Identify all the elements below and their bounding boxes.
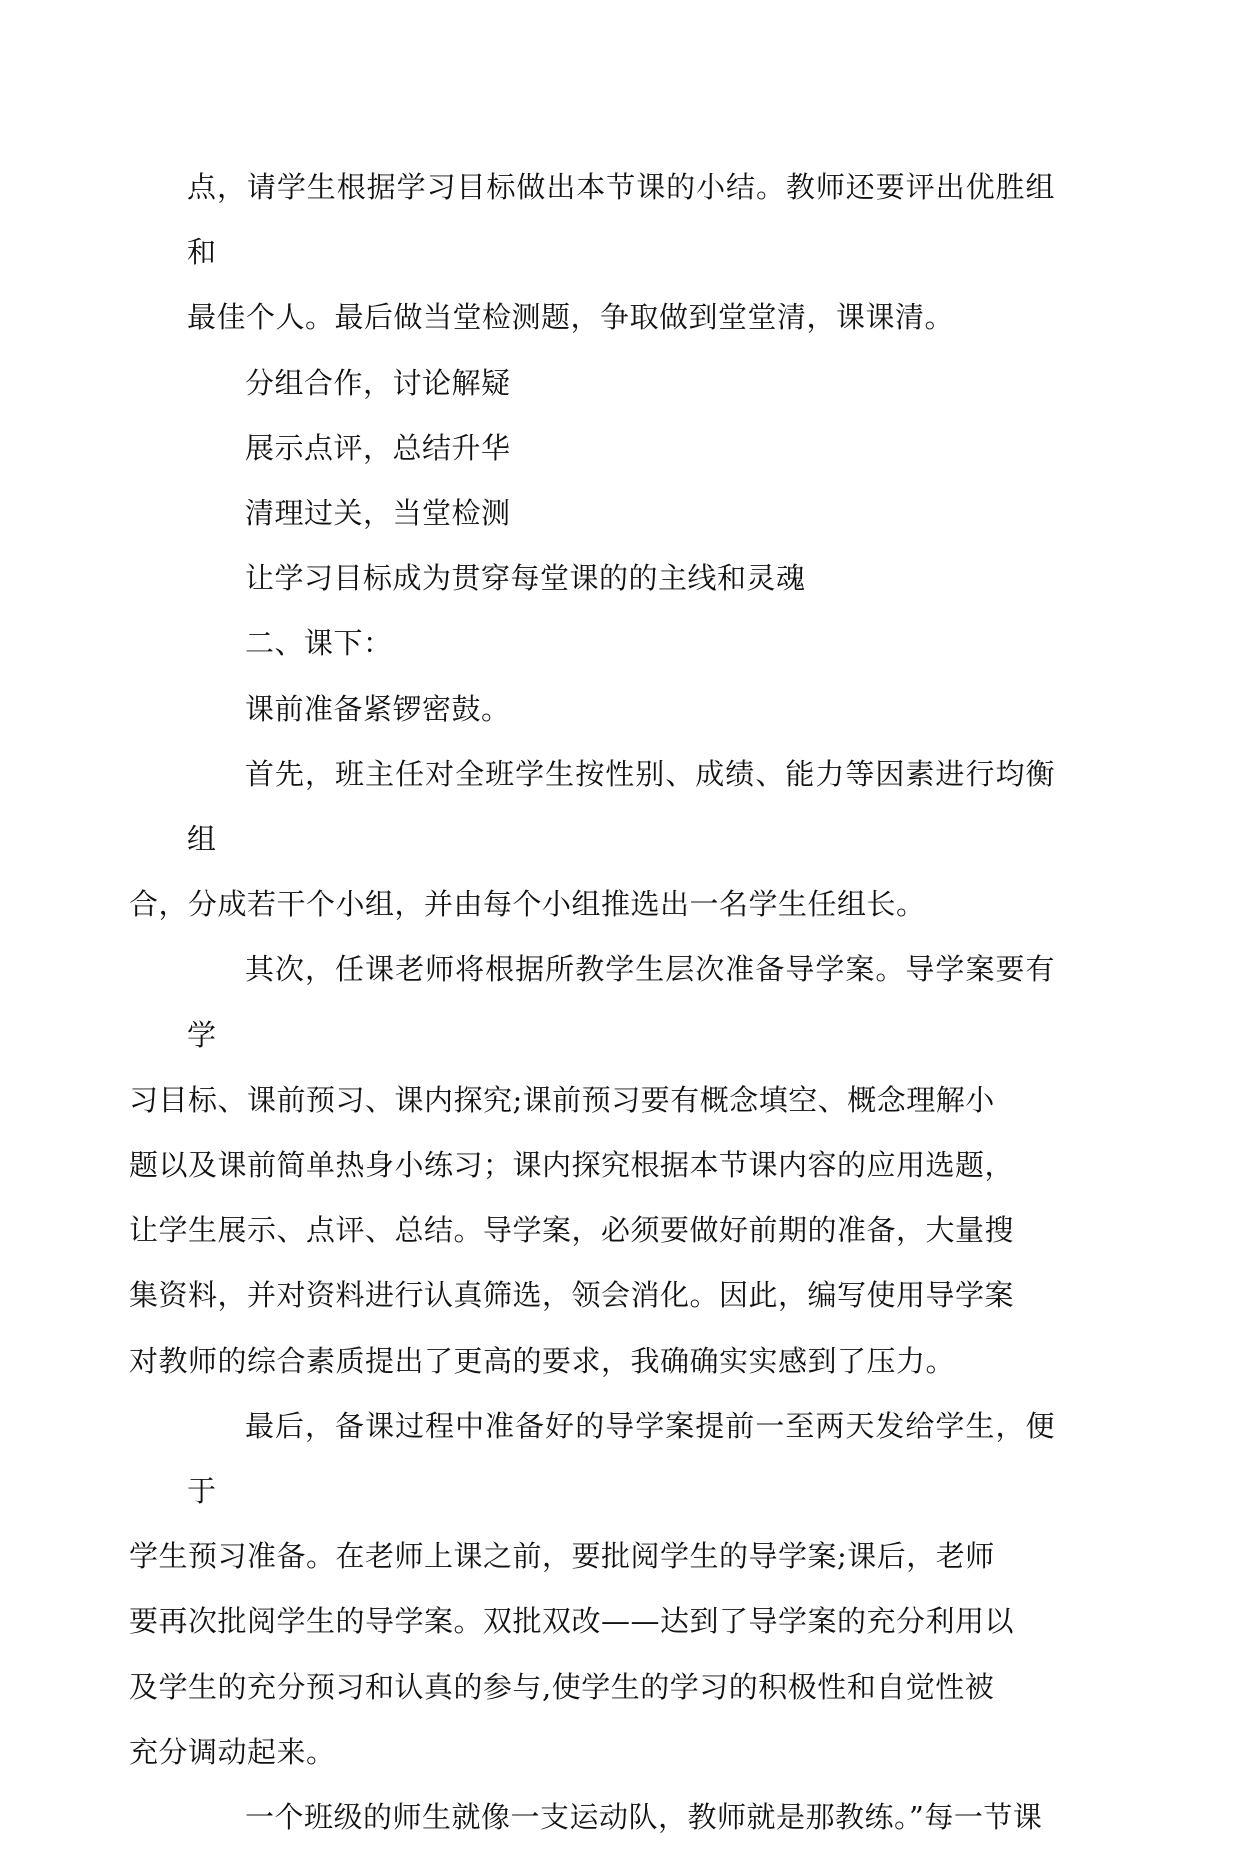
text-line: 首先，班主任对全班学生按性别、成绩、能力等因素进行均衡组	[187, 756, 1055, 857]
text-line: 课前准备紧锣密鼓。	[245, 691, 511, 726]
text-line: 展示点评，总结升华	[245, 430, 511, 465]
paragraph-presentation-review	[187, 416, 1055, 481]
text-line: 其次，任课老师将根据所教学生层次准备导学案。导学案要有学	[187, 952, 1055, 1052]
section-heading-after-class	[187, 611, 1055, 676]
text-line: 二、课下：	[245, 626, 393, 661]
paragraph-first	[129, 742, 1055, 938]
text-line: 一个班级的师生就像一支运动队，教师就是那教练。”每一节课	[245, 1800, 1043, 1835]
text-line: 点，请学生根据学习目标做出本节课的小结。教师还要评出优胜组和	[187, 170, 1055, 270]
paragraph-clear-check	[187, 481, 1055, 546]
text-line: 及学生的充分预习和认真的参与,使学生的学习的积极性和自觉性被	[129, 1669, 995, 1704]
paragraph-learning-goal	[187, 546, 1055, 611]
text-line: 学生预习准备。在老师上课之前，要批阅学生的导学案;课后，老师	[129, 1539, 995, 1574]
text-line: 习目标、课前预习、课内探究;课前预习要有概念填空、概念理解小	[129, 1082, 995, 1117]
text-line: 题以及课前简单热身小练习；课内探究根据本节课内容的应用选题，	[129, 1148, 1015, 1183]
paragraph-finally	[129, 1394, 1055, 1785]
text-line: 最佳个人。最后做当堂检测题，争取做到堂堂清，课课清。	[187, 300, 955, 335]
text-line: 充分调动起来。	[129, 1734, 336, 1769]
text-line: 分组合作，讨论解疑	[245, 365, 511, 400]
paragraph-preparation	[187, 677, 1055, 742]
text-line: 让学习目标成为贯穿每堂课的的主线和灵魂	[245, 561, 806, 596]
document-body	[129, 155, 1055, 1850]
text-line: 清理过关，当堂检测	[245, 496, 511, 531]
text-line: 要再次批阅学生的导学案。双批双改——达到了导学案的充分利用以	[129, 1604, 1015, 1639]
text-line: 对教师的综合素质提出了更高的要求，我确确实实感到了压力。	[129, 1343, 956, 1378]
text-line: 最后，备课过程中准备好的导学案提前一至两天发给学生，便于	[187, 1408, 1055, 1509]
paragraph-group-cooperation	[187, 351, 1055, 416]
paragraph-class-team	[187, 1785, 1055, 1850]
text-line: 让学生展示、点评、总结。导学案，必须要做好前期的准备，大量搜	[129, 1213, 1015, 1248]
paragraph-continuation	[187, 155, 1055, 351]
paragraph-second	[129, 937, 1055, 1393]
text-line: 集资料，并对资料进行认真筛选，领会消化。因此，编写使用导学案	[129, 1278, 1015, 1313]
text-line: 合，分成若干个小组，并由每个小组推选出一名学生任组长。	[129, 887, 926, 922]
